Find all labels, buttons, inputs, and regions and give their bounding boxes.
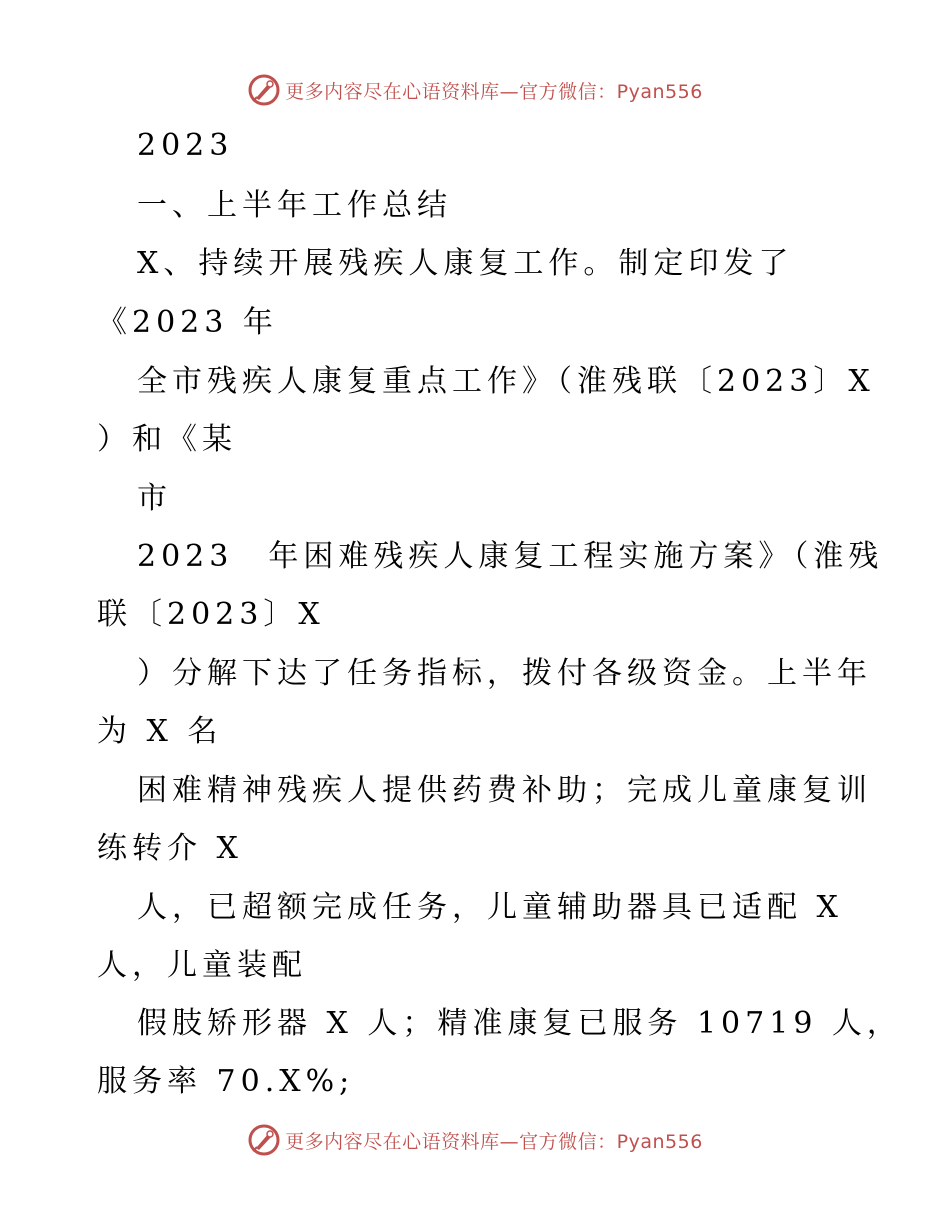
doc-line: 为 X 名	[97, 714, 223, 749]
doc-line: 服务率 70.X%;	[97, 1064, 355, 1099]
doc-line: 练转介 X	[97, 831, 243, 866]
doc-line: 全市残疾人康复重点工作》（淮残联〔2023〕X	[137, 364, 875, 399]
doc-line: 人，儿童装配	[97, 948, 307, 983]
doc-line: 市	[137, 481, 172, 516]
doc-line: ）分解下达了任务指标，拨付各级资金。上半年	[137, 656, 872, 691]
doc-line: 困难精神残疾人提供药费补助；完成儿童康复训	[137, 773, 872, 808]
header-banner	[0, 70, 950, 110]
banner-text: 更多内容尽在心语资料库—官方微信：Pyan556	[285, 80, 703, 103]
doc-line: 2023 年困难残疾人康复工程实施方案》（淮残	[137, 539, 884, 574]
quill-pen-logo-icon	[247, 1123, 281, 1157]
doc-line: 《2023 年	[97, 305, 278, 340]
banner-text: 更多内容尽在心语资料库—官方微信：Pyan556	[285, 1130, 703, 1153]
doc-line: ）和《某	[97, 422, 237, 457]
quill-pen-logo-icon	[247, 73, 281, 107]
doc-line: 2023	[137, 128, 234, 163]
section-heading: 一、上半年工作总结	[137, 188, 452, 223]
doc-line: 人，已超额完成任务，儿童辅助器具已适配 X	[137, 890, 843, 925]
footer-banner	[0, 1120, 950, 1160]
doc-line: X、持续开展残疾人康复工作。制定印发了	[137, 246, 794, 281]
doc-line: 假肢矫形器 X 人；精准康复已服务 10719 人，	[137, 1006, 902, 1041]
doc-line: 联〔2023〕X	[97, 597, 325, 632]
